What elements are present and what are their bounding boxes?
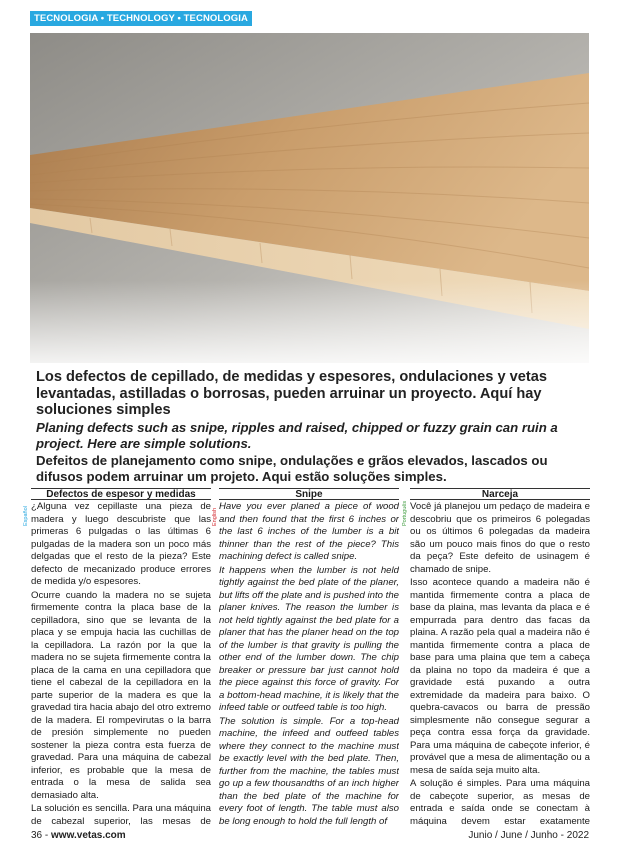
paragraph: The solution is simple. For a top-head machine, the infeed and outfeed tables where they connect to the machine must be exactly level with the bed plate. Then, further from the machine, the tables must go up a few thousandths of an inch higher than the bed plate of the machine for every foot of length. The table must also be long enough to hold the full length of xyxy=(219,715,399,827)
headline-spanish: Los defectos de cepillado, de medidas y espesores, ondulaciones y vetas levantadas, astilladas o borrosas, pueden arruinar un proyecto. Aquí hay soluciones simples xyxy=(36,369,547,418)
footer-date: Junio / June / Junho - 2022 xyxy=(468,830,589,841)
language-label-portuguese: Português xyxy=(402,500,408,526)
paragraph: La solución es sencilla. Para una máquina de cabezal superior, las mesas de xyxy=(31,803,211,827)
wood-board-photo xyxy=(30,33,589,363)
column-title: Snipe xyxy=(219,488,399,500)
paragraph: Ocurre cuando la madera no se sujeta firmemente contra la placa base de la cepilladora, sino que se levanta de la placa y se empuja hacia las cuchillas de la cepilladora. La razón por la que la madera no se sujeta firmemente contra la placa de la cama en una cepilladora que tiene el cabezal de la cepilladora en la parte superior de la madera es que la gravedad tira hacia abajo del otro extremo de la madera. El rompevirutas o la barra de presión simplemente no pueden sostener la pieza contra esta fuerza de gravedad. Para una máquina de cabezal inferior, es probable que la mesa de entrada o la mesa de salida sea demasiado alta. xyxy=(31,589,211,801)
headline-portuguese: Defeitos de planejamento como snipe, ondulações e grãos elevados, lascados ou difusos podem arruinar um projeto. Aqui estão soluções simples. xyxy=(36,452,548,484)
column-portuguese xyxy=(410,488,590,828)
website-link[interactable]: www.vetas.com xyxy=(51,830,126,841)
footer-page-info xyxy=(31,830,126,841)
paragraph: Você já planejou um pedaço de madeira e descobriu que os primeiros 6 polegadas ou os últimos 6 polegadas da madeira são um pouco mais finos do que o resto da peça? Este defeito de usinagem é chamado de snipe. xyxy=(410,501,590,575)
paragraph: It happens when the lumber is not held tightly against the bed plate of the planer, but lifts off the plate and is pushed into the planer knives. The reason the lumber is not held tightly against the bed plate for a planer that has the planer head on the top of the lumber is that gravity is pulling the other end of the lumber down. The chip breaker or pressure bar just cannot hold the piece against this force of gravity. For a bottom-head machine, it is likely that the infeed table or outfeed table is too high. xyxy=(219,564,399,713)
column-title: Narceja xyxy=(410,488,590,500)
headline-english: Planing defects such as snipe, ripples and raised, chipped or fuzzy grain can ruin a project. Here are simple solutions. xyxy=(36,419,558,451)
paragraph: A solução é simples. Para uma máquina de cabeçote superior, as mesas de entrada e saída onde se conectam à máquina devem estar exatamente xyxy=(410,778,590,827)
paragraph: Isso acontece quando a madeira não é mantida firmemente contra a placa de base da plaina, mas levanta da placa e é empurrada para dentro das facas da plaina. A razão pela qual a madeira não é mantida firmemente contra a placa de base para uma plaina que tem a cabeça da plaina no topo da madeira é que a gravidade está puxando a outra extremidade da madeira para baixo. O quebra-cavacos ou barra de pressão simplesmente não consegue segurar a peça contra essa força da gravidade. Para uma máquina de cabeçote inferior, é provável que a mesa de alimentação ou a mesa de saída seja muito alta. xyxy=(410,577,590,776)
section-tag: TECNOLOGIA • TECHNOLOGY • TECNOLOGIA xyxy=(30,11,252,26)
column-english xyxy=(219,488,399,828)
headline xyxy=(36,369,588,485)
column-spanish xyxy=(31,488,211,828)
page-number: 36 xyxy=(31,830,43,841)
footer-separator: - xyxy=(42,830,52,841)
column-title: Defectos de espesor y medidas xyxy=(31,488,211,500)
paragraph: ¿Alguna vez cepillaste una pieza de madera y luego descubriste que las primeras 6 pulgadas o las últimas 6 pulgadas de la madera son un poco más delgadas que el resto de la pieza? Este defecto de mecanizado produce errores de medida y/o espesores. xyxy=(31,501,211,587)
language-label-english: English xyxy=(212,507,218,526)
language-label-spanish: Español xyxy=(23,506,29,526)
paragraph: Have you ever planed a piece of wood and then found that the first 6 inches or the last 6 inches of the lumber is a bit thinner than the rest of the piece? This machining defect is called snipe. xyxy=(219,501,399,562)
